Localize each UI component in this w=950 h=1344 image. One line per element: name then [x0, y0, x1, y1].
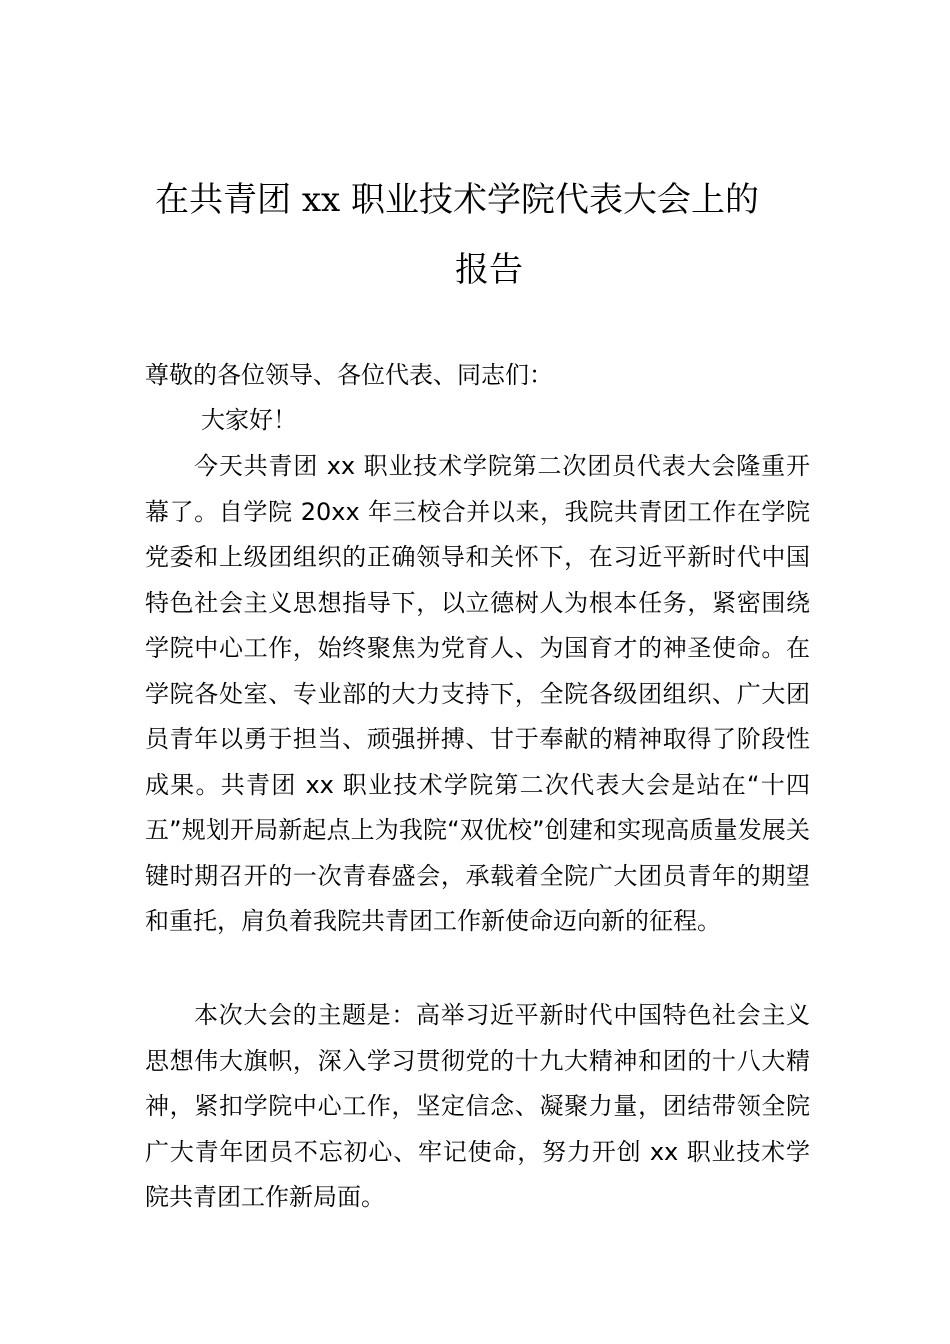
body-paragraph-theme: 本次大会的主题是：高举习近平新时代中国特色社会主义思想伟大旗帜，深入学习贯彻党的十九大精神和团的十八大精神，紧扣学院中心工作，坚定信念、凝聚力量，团结带领全院广大青年团员不忘初心、牢记使命，努力开创 xx 职业技术学院共青团工作新局面。 — [145, 1001, 810, 1211]
body-paragraph-opening: 今天共青团 xx 职业技术学院第二次团员代表大会隆重开幕了。自学院 20xx 年三校合并以来，我院共青团工作在学院党委和上级团组织的正确领导和关怀下，在习近平新时代中国特色社会主义思想指导下，以立德树人为根本任务，紧密围绕学院中心工作，始终聚焦为党育人、为国育才的神圣使命。在学院各处室、专业部的大力支持下，全院各级团组织、广大团员青年以勇于担当、顽强拼搏、甘于奉献的精神取得了阶段性成果。共青团 xx 职业技术学院第二次代表大会是站在“十四五”规划开局新起点上为我院“双优校”创建和实现高质量发展关键时期召开的一次青春盛会，承载着全院广大团员青年的期望和重托，肩负着我院共青团工作新使命迈向新的征程。 — [145, 452, 810, 935]
greeting: 大家好！ — [201, 406, 297, 434]
report-title-line-1: 在共青团 xx 职业技术学院代表大会上的 — [155, 180, 759, 220]
salutation: 尊敬的各位领导、各位代表、同志们： — [145, 361, 553, 389]
report-title-line-2: 报告 — [455, 250, 523, 290]
